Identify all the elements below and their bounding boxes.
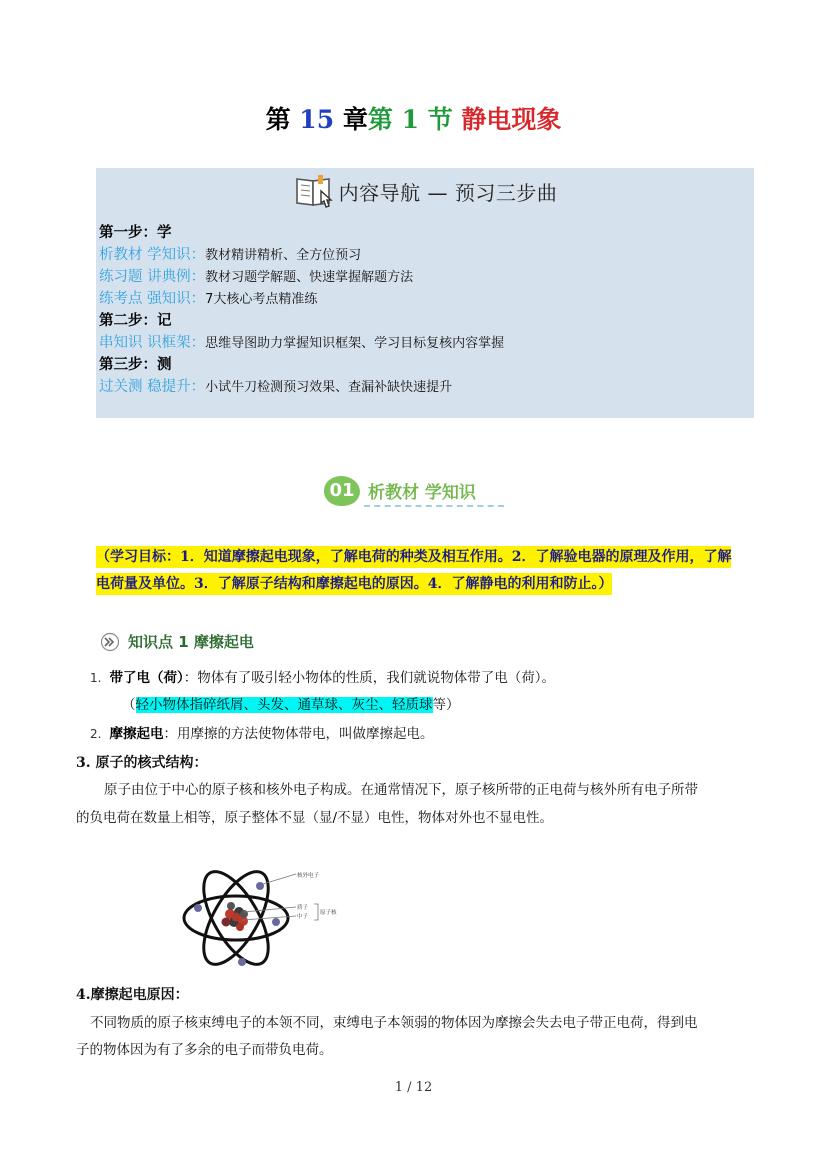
nav-description: 思维导图助力掌握知识框架、学习目标复核内容掌握 (205, 336, 505, 351)
label-nucleus: 原子核 (320, 910, 337, 916)
page-number: 1 / 12 (394, 1080, 433, 1095)
section-underline (364, 505, 504, 507)
nav-row (99, 244, 361, 267)
item-heading: 3. 原子的核式结构： (76, 755, 208, 771)
paragraph-line: 不同物质的原子核束缚电子的本领不同，束缚电子本领弱的物体因为摩擦会失去电子带正电荷，得到电 (90, 1015, 698, 1031)
learning-goals-line: 电荷量及单位。3．了解原子结构和摩擦起电的原因。4．了解静电的利用和防止。） (96, 573, 612, 595)
note-rest: 等） (432, 697, 460, 713)
book-pointer-icon (293, 171, 337, 211)
paragraph-line: 子的物体因为有了多余的电子而带负电荷。 (76, 1042, 333, 1058)
nav-description: 小试牛刀检测预习效果、查漏补缺快速提升 (205, 380, 453, 395)
nav-title: 内容导航 — 预习三步曲 (338, 180, 558, 205)
term: 带了电（荷） (109, 670, 184, 686)
list-item (90, 723, 433, 745)
title-part: 章 (342, 105, 368, 134)
label-proton: 质子 (297, 905, 309, 911)
nav-description: 教材精讲精析、全方位预习 (205, 248, 362, 263)
title-part: 第 (265, 105, 291, 134)
nav-keyword: 过关测 稳提升： (99, 379, 206, 395)
item-heading: 4.摩擦起电原因： (76, 987, 189, 1003)
atom-structure-diagram (178, 852, 348, 984)
nav-row (99, 288, 317, 311)
nav-keyword: 析教材 学知识： (99, 247, 206, 263)
learning-goals-line: （学习目标：1．知道摩擦起电现象，了解电荷的种类及相互作用。2．了解验电器的原理及作用，了解 (96, 546, 731, 568)
definition-text: ：用摩擦的方法使物体带电，叫做摩擦起电。 (163, 726, 434, 742)
nav-keyword: 串知识 识框架： (99, 335, 206, 351)
nav-keyword: 练习题 讲典例： (99, 269, 206, 285)
page-title (0, 100, 827, 136)
nav-row (99, 376, 452, 399)
highlighted-note: 轻小物体指碎纸屑、头发、通草球、灰尘、轻质球 (135, 697, 433, 713)
list-number: 2. (90, 727, 102, 741)
note-paren: （ (122, 697, 136, 713)
paragraph-line: 的负电荷在数量上相等，原子整体不显（显/不显）电性，物体对外也不显电性。 (76, 810, 554, 826)
item-note (122, 694, 460, 716)
nav-title-row (96, 170, 754, 212)
definition-text: ：物体有了吸引轻小物体的性质，我们就说物体带了电（荷）。 (183, 670, 555, 686)
nav-description: 7大核心考点精准练 (205, 292, 318, 307)
label-neutron: 中子 (297, 914, 309, 920)
nav-row (99, 332, 504, 355)
step-3-heading (99, 354, 172, 376)
section-number-badge: 01 (324, 476, 360, 506)
list-item (90, 667, 555, 689)
nucleus (222, 902, 249, 931)
step-1-heading (99, 222, 172, 244)
section-badge (324, 474, 514, 514)
title-part: 第 (367, 105, 393, 134)
title-part: 节 (427, 105, 453, 134)
section-label: 析教材 学知识 (368, 483, 476, 503)
content-nav-box (96, 168, 754, 418)
label-outer-electron: 核外电子 (297, 873, 320, 879)
list-number: 1. (90, 671, 102, 685)
chevron-right-circle-icon (100, 632, 120, 652)
nav-row (99, 266, 413, 289)
step-2-heading (99, 310, 172, 332)
knowledge-point-title: 知识点 1 摩擦起电 (128, 633, 254, 651)
title-topic: 静电现象 (461, 105, 562, 134)
paragraph-line: 原子由位于中心的原子核和核外电子构成。在通常情况下，原子核所带的正电荷与核外所有电子所带 (104, 782, 698, 798)
step-label: 第二步：记 (99, 312, 172, 329)
step-label: 第三步：测 (99, 356, 172, 373)
term: 摩擦起电 (109, 726, 164, 742)
chapter-number: 15 (299, 105, 335, 134)
nav-description: 教材习题学解题、快速掌握解题方法 (205, 270, 414, 285)
nav-keyword: 练考点 强知识： (99, 291, 206, 307)
step-label: 第一步：学 (99, 224, 172, 241)
section-number: 1 (401, 105, 419, 134)
